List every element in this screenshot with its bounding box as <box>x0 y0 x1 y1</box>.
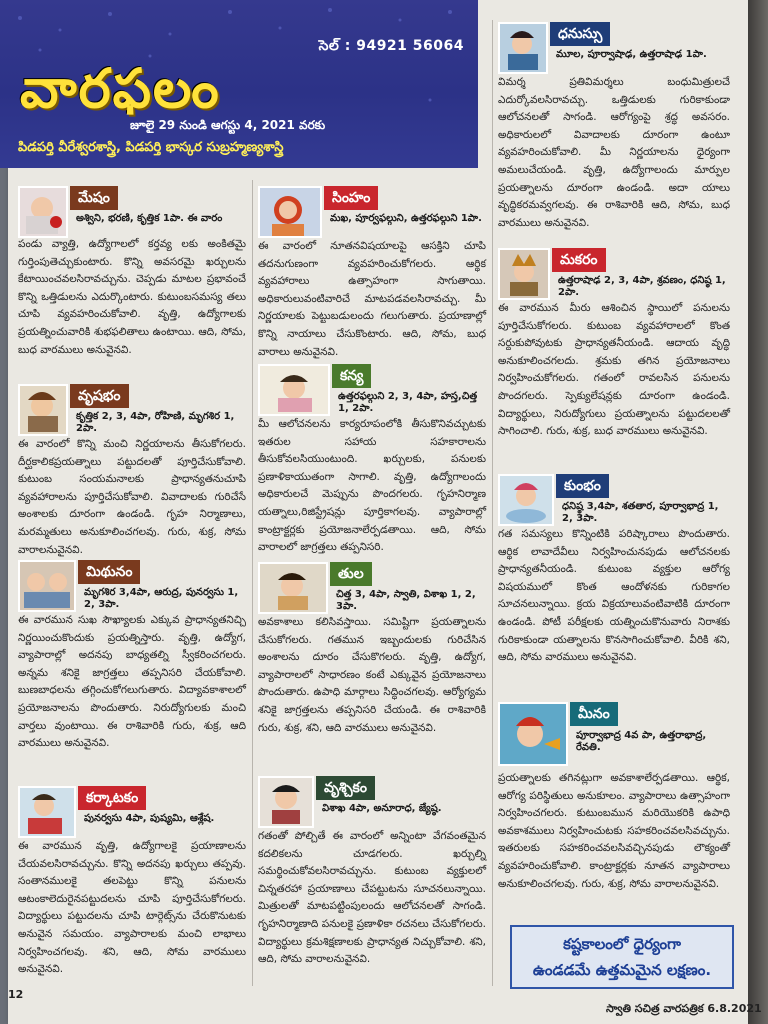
column-divider <box>252 180 253 986</box>
vruschikam-avatar-icon <box>258 776 314 828</box>
sign-simham <box>258 186 486 360</box>
meenam-stars: పూర్వాభాద్ర 4వ పా, ఉత్తరాభాద్ర, రేవతి. <box>576 730 707 753</box>
mithunam-text: ఈ వారమున సుఖ సౌఖ్యాలకు ఎక్కువ ప్రాధాన్యతనిచ్చి నిర్ణయించుకొందుకు ప్రయత్నిస్తారు. వృత్తి, ఉద్యోగ, వ్యాపారాల్లో అదనపు బాధ్యతల్ని స్వీకరించగలరు. అన్నమ శనికై జాగ్రత్తలు తప్పనిసరి చేయకోవాలి. బుణబాధలను తగ్గించుకోగలుగుతారు. విద్యావకాశాలలో ప్రయోజనాలను పొందుతారు. నిరుద్యోగులకు మంచి వార్తలు వుంటాయి. ఈ రాశివారికి గురు, శుక్ర, ఆది వారములు అనువైనవి. <box>18 614 246 750</box>
column-divider <box>492 20 493 986</box>
makaram-avatar-icon <box>498 248 550 300</box>
mesham-avatar-icon <box>18 186 68 238</box>
mithunam-avatar-icon <box>18 560 76 612</box>
quote-line-2: ఉండడమే ఉత్తమమైన లక్షణం. <box>532 961 712 979</box>
tula-text: అవకాశాలు కలిసివస్తాయి. సమిష్టిగా ప్రయత్నాలను చేసుకోగలరు. గతమున ఇబ్బందులకు గురిచేసిన అంశాలను దూరం చేసుకొగలరు. వృత్తి, ఉద్యోగ, వ్యాపారాలలో సాధారణం కంటే ఎక్కువైన ప్రయోజనాలు పొందుతారు. ఉపాధి మార్గాలు సిద్ధించగలవు. ఆర్యోగ్యమ శనికై జాగ్రత్తలను తప్పనిసరి చేయండి. ఈ రాశివారికి గురు, శుక్ర, శని, ఆది వారములు అనువైనవి. <box>258 616 486 734</box>
meenam-text: ప్రయత్నాలకు తగినట్లుగా అవకాశాలేర్పడతాయి. ఆర్థిక, ఆరోగ్య పరిస్థితులు అనుకూలం. వ్యాపారాలు ఉత్సాహంగా నిర్వహించగలరు. కుటుంబమున మరియొకరికి ఉపాధి అవకాశములు నిర్వహించుటకు సహకరించవలసివచ్చును. ఇతరులకు సహకరించవలసివచ్చినపుడు లౌక్యంతో వ్యవహరించుకోవాలి. కాంట్రాక్టర్లకు నూతన వ్యాపారాలు అనుకూలించగలవు. గురు, శుక్ర, సోమ వారాలనువైనవి. <box>498 772 730 890</box>
quote-line-1: కష్టకాలంలో ధైర్యంగా <box>563 935 681 953</box>
simham-avatar-icon <box>258 186 322 238</box>
sign-kumbham <box>498 474 730 696</box>
vruschikam-title: వృశ్చికం <box>316 776 375 800</box>
vruschikam-text: గతంతో పోల్చితే ఈ వారంలో అన్నింటా వేగవంతమైన కదలికలను చూడగలరు. ఖర్చుల్ని సమర్థించుకోవలసిరావచ్చును. కుటుంబ వ్యక్తులలో చిన్నతరహా ప్రయాణాలు చేపట్టుటను సూచనలున్నాయి. మిత్రులతో మాటపట్టింపులందు ఆలోచనలతో సాగండి. గృహనిర్మాణాది పనులకై ప్రణాళికా రచనలు చేసుకోగలరు. విద్యార్థులు క్రమశిక్షణాలకు ప్రాధాన్యత నిచ్చుకోవాలి. శని, ఆది, సోమ వారాలనువైనవి. <box>258 830 486 966</box>
sign-kanya <box>258 364 486 560</box>
phone-number: సెల్ : 94921 56064 <box>318 38 464 54</box>
kumbham-avatar-icon <box>498 474 554 526</box>
page-title: వారఫలం <box>20 56 221 120</box>
sign-makaram <box>498 248 730 466</box>
sign-mithunam <box>18 560 246 782</box>
dhanussu-stars: మూల, పూర్వాషాఢ, ఉత్తరాషాఢ 1పా. <box>556 49 707 60</box>
kanya-title: కన్య <box>332 364 371 388</box>
simham-stars: మఖ, పూర్వఫల్గుని, ఉత్తరఫల్గుని 1పా. <box>330 213 482 224</box>
vrushabham-stars: కృత్తిక 2, 3, 4పా, రోహిణి, మృగశిర 1, 2పా. <box>76 411 235 434</box>
makaram-stars: ఉత్తరాషాఢ 2, 3, 4పా, శ్రవణం, ధనిష్ఠ 1, 2పా. <box>558 275 726 298</box>
tula-stars: చిత్త 3, 4పా, స్వాతి, విశాఖ 1, 2, 3పా. <box>336 589 476 612</box>
vrushabham-title: వృషభం <box>70 384 129 408</box>
mithunam-title: మిథునం <box>78 560 140 584</box>
meenam-title: మీనం <box>570 702 618 726</box>
sign-meenam <box>498 702 730 922</box>
sign-karkatakam <box>18 786 246 986</box>
sign-dhanussu <box>498 22 730 244</box>
tula-title: తుల <box>330 562 372 586</box>
kanya-stars: ఉత్తరఫల్గుని 2, 3, 4పా, హస్త,చిత్త 1, 2పా. <box>338 391 478 414</box>
dhanussu-avatar-icon <box>498 22 548 74</box>
simham-title: సింహం <box>324 186 378 210</box>
karkatakam-title: కర్కాటకం <box>78 786 146 810</box>
dhanussu-text: విమర్శ ప్రతివిమర్శలు బంధుమిత్రులచే ఎదుర్కోవలసిరావచ్చు. ఒత్తిడులకు గురికాకుండా ఆలోచనలతో సాగండి. ఆరోగ్యంపై శ్రద్ధ అవసరం. అధికారులలో వివాదాలకు దూరంగా ఉంటూ వ్యవహరించుకోవాలి. మీ నిర్ణయాలను ధైర్యంగా అమలుచేయండి. వృత్తి, ఉద్యోగాలందు మార్పుల ప్రయత్నాలను దూరంగా ఉండండి. అదా యాలు వృద్ధికరమవ్వగలవు. ఈ రాశివారికి ఆది, సోమ, బుధ వారములు అనువైనవి. <box>498 76 730 229</box>
mesham-title: మేషం <box>70 186 118 210</box>
page-number: 12 <box>8 988 24 1001</box>
sign-vruschikam <box>258 776 486 990</box>
sign-tula <box>258 562 486 772</box>
kumbham-title: కుంభం <box>556 474 609 498</box>
simham-text: ఈ వారంలో నూతనవిషయాలపై ఆసక్తిని చూపి తదనుగుణంగా వ్యవహరించుకోగలరు. ఆర్థిక వ్యవహారాలు ఉత్సాహంగా సాగుతాయి. అధికారులువంటివారిచే మాటపడవలసిరావచ్చు. మీ నిర్ణయాలకు పెట్టుబడులందు గలుగుతారు. ప్రయాణాల్లో కొన్ని నాయాలు చేసుకొంటారు. ఆది, సోమ, బుధ వారాలు అనువైనవి. <box>258 240 486 358</box>
kanya-avatar-icon <box>258 364 330 416</box>
meenam-avatar-icon <box>498 702 568 766</box>
makaram-title: మకరం <box>552 248 606 272</box>
page-edge <box>748 0 768 1024</box>
sign-vrushabham <box>18 384 246 556</box>
header-banner <box>0 0 478 168</box>
karkatakam-stars: పునర్వసు 4పా, పుష్యమి, ఆశ్లేష. <box>84 813 215 824</box>
kumbham-stars: ధనిష్ఠ 3,4పా, శతతార, పూర్వాభాద్ర 1, 2, 3పా. <box>562 501 719 524</box>
dhanussu-title: ధనుస్సు <box>550 22 610 46</box>
vruschikam-stars: విశాఖ 4పా, అనూరాధ, జ్యేష్ఠ. <box>322 803 442 814</box>
mithunam-stars: మృగశిర 3,4పా, ఆరుద్ర, పునర్వసు 1, 2, 3పా. <box>84 587 239 610</box>
mesham-stars: అశ్విని, భరణి, కృత్తిక 1పా. ఈ వారం <box>76 213 223 224</box>
mesham-text: పండు వ్యాత్తి, ఉద్యోగాలలో కర్తవ్య లకు అంకితమై గుర్తింపుతెచ్చుకుంటారు. కొన్ని అవసరమై ఖర్చులను కేటాయించవలసిరావచ్చును. చెప్పడు మాటల ప్రభావంచే కొన్ని ఒత్తిడులను ఎదుర్కొంటారు. కుటుంబసమస్య తలు చూపి వ్యవహరించుకోవాలి. వృత్తి, ఉద్యోగాలకు ప్రయత్నించువారికి శుభఫలితాలు ఉంటాయి. ఆది, సోమ, బుధ వారములు అనువైనవి. <box>18 238 246 356</box>
makaram-text: ఈ వారమున మీరు ఆశించిన స్థాయిలో పనులను పూర్తిచేసుకోగలరు. కుటుంబ వ్యవహారాలలో కొంత సర్దుకుపోవుటకు ప్రాధాన్యతనీయండి. ఆదాయ వృద్ధి అనుకూలించగలదు. శ్రమకు తగిన ప్రయోజనాలు నిర్వహించుకోగలరు. గతంలో రావలసిన పనులను పొందగలరు. స్పెక్యులేషన్లకు దూరంగా ఉండండి. విద్యార్థులు, నిరుద్యోగులు ప్రయత్నాలను పట్టుదలలతో సాగించాలి. గురు, శుక్ర, బుధ వారములు అనువైనవి. <box>498 302 730 438</box>
kumbham-text: గత సమస్యలు కొన్నింటికి పరిష్కారాలు పొందుతారు. ఆర్థిక లావాదేవీలు నిర్వహించునపుడు ఆలోచనలకు ప్రాధాన్యతనీయండి. కుటుంబ వ్యక్తుల ఆరోగ్య విషయములో కొంత ఆందోళనకు గురికాగల సూచనలున్నాయి. క్రయ విక్రయాలువంటివాటికి దూరంగా ఉండండి. పోటీ పరీక్షలకు యత్నించుకొనువారు నిరాశకు గురికాకుండా యత్నాలను కొనసాగించుకోవాలి. వీరికి శని, ఆది, సోమ వారములు అనువైనవి. <box>498 528 730 664</box>
karkatakam-avatar-icon <box>18 786 76 838</box>
vrushabham-text: ఈ వారంలో కొన్ని మంచి నిర్ణయాలను తీసుకోగలరు. దీర్ఘకాలికప్రయత్నాలు పట్టుదలతో పూర్తిచేసుకోవాలి. కుటుంబ సంయమనాలకు ప్రాధాన్యతనుచూపి వ్యవహారాలను పూర్తిచేసుకోవాలి. వివాదాలకు గురిచేసే అంశాలకు దూరంగా ఉండండి. గృహ నిర్మాణాలు, మరమ్మతులు అనుకూలించగలవు. గురు, శుక్ర, సోమ వారాలనువైనవి. <box>18 438 246 556</box>
sign-mesham <box>18 186 246 382</box>
quote-box <box>510 925 734 989</box>
vrushabham-avatar-icon <box>18 384 68 436</box>
karkatakam-text: ఈ వారమున వృత్తి, ఉద్యోగాలకై ప్రయాణాలను చేయవలసిరావచ్చును. కొన్ని అదనపు ఖర్చులు తప్పవు. సంతానములకై తలపెట్టు కొన్ని పనులను ఆటంకాలెదురైనపట్టుదలను చూపి పూర్తిచేసుకోగలరు. విద్యార్థులు పట్టుదలను చూపి టార్గెట్స్‌ను చేరుకొనుటకు అనువైన సమయం. వ్యాపారాలకు మంచి లాభాలు నిర్వహించగలవు. శని, ఆది, సోమ వారములు అనువైనవి. <box>18 840 246 976</box>
date-range: జూలై 29 నుండి ఆగస్టు 4, 2021 వరకు <box>130 118 326 132</box>
publication-info: స్వాతి సచిత్ర వారపత్రిక 6.8.2021 <box>606 1002 762 1015</box>
authors: పిడపర్తి వీరేశ్వరశాస్త్రి, పిడపర్తి భాస్కర సుబ్రహ్మణ్యశాస్త్రి <box>18 140 284 155</box>
kanya-text: మీ ఆలోచనలను కార్యరూపంలోకి తీసుకొనివచ్చుటకు ఇతరుల సహాయ సహకారాలను తీసుకోవలసియుంటుంది. ఖర్చులకు, పనులకు ప్రణాళికాయుతంగా సాగాలి. వృత్తి, ఉద్యోగాలందు అధికారులచే మెప్పును పొందగలరు. గృహనిర్మాణ యత్నాలు,రిజిస్ట్రేషన్లు పూర్తికాగలవు. వ్యాపారాల్లో కాంట్రాక్టర్లకు ప్రయోజనాలేర్పడతాయి. ఆది, సోమ వారాలలో జాగ్రత్తలు తప్పనిసరి. <box>258 418 486 554</box>
tula-avatar-icon <box>258 562 328 614</box>
